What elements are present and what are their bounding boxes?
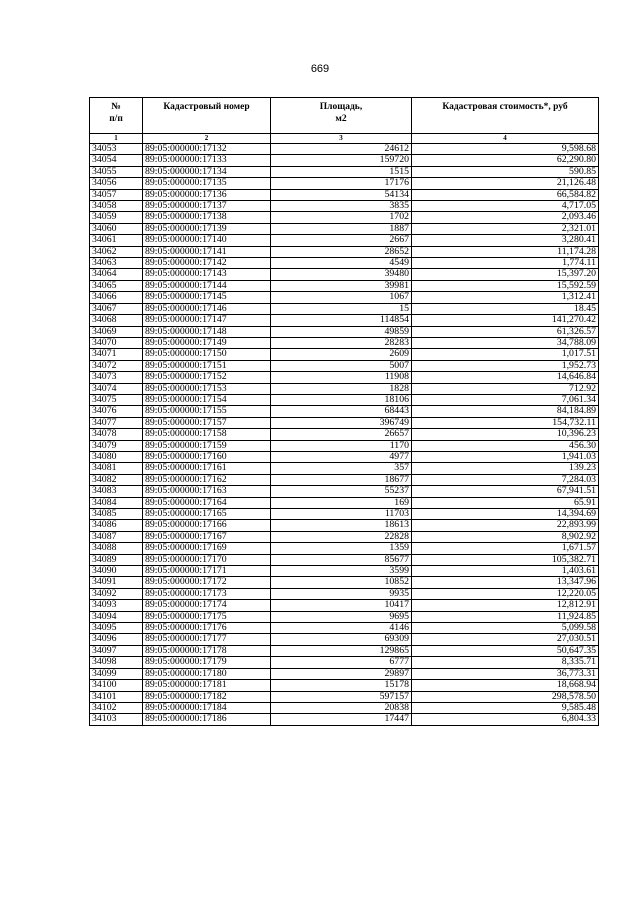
table-row	[90, 531, 599, 542]
area-cell: 597157	[271, 691, 412, 702]
row-number-cell: 34102	[90, 702, 143, 713]
table-row	[90, 657, 599, 668]
cadastral-number-cell: 89:05:000000:17135	[143, 178, 271, 189]
cadastral-value-cell: 11,924.85	[412, 611, 599, 622]
cadastral-number-cell: 89:05:000000:17138	[143, 212, 271, 223]
area-cell: 1170	[271, 440, 412, 451]
cadastral-value-cell: 34,788.09	[412, 337, 599, 348]
table-row	[90, 611, 599, 622]
area-cell: 129865	[271, 645, 412, 656]
row-number-cell: 34088	[90, 543, 143, 554]
area-cell: 28283	[271, 337, 412, 348]
cadastral-value-cell: 7,061.34	[412, 394, 599, 405]
row-number-cell: 34087	[90, 531, 143, 542]
cadastral-value-cell: 9,598.68	[412, 144, 599, 155]
cadastral-value-cell: 12,220.05	[412, 588, 599, 599]
cadastral-number-cell: 89:05:000000:17142	[143, 258, 271, 269]
cadastral-number-cell: 89:05:000000:17133	[143, 155, 271, 166]
cadastral-value-cell: 1,312.41	[412, 292, 599, 303]
table-row	[90, 269, 599, 280]
area-cell: 26657	[271, 429, 412, 440]
table-row	[90, 566, 599, 577]
cadastral-number-cell: 89:05:000000:17173	[143, 588, 271, 599]
cadastral-value-cell: 27,030.51	[412, 634, 599, 645]
cadastral-value-cell: 65.91	[412, 497, 599, 508]
cadastral-value-cell: 11,174.28	[412, 246, 599, 257]
area-cell: 15178	[271, 680, 412, 691]
area-cell: 1067	[271, 292, 412, 303]
row-number-cell: 34086	[90, 520, 143, 531]
table-row	[90, 394, 599, 405]
area-cell: 169	[271, 497, 412, 508]
area-cell: 10852	[271, 577, 412, 588]
table-row	[90, 223, 599, 234]
area-cell: 24612	[271, 144, 412, 155]
cadastral-number-cell: 89:05:000000:17186	[143, 714, 271, 725]
row-number-cell: 34064	[90, 269, 143, 280]
row-number-cell: 34072	[90, 360, 143, 371]
table-row	[90, 509, 599, 520]
row-number-cell: 34096	[90, 634, 143, 645]
row-number-cell: 34093	[90, 600, 143, 611]
table-row	[90, 235, 599, 246]
cadastral-number-cell: 89:05:000000:17153	[143, 383, 271, 394]
cadastral-number-cell: 89:05:000000:17152	[143, 372, 271, 383]
cadastral-value-cell: 3,280.41	[412, 235, 599, 246]
cadastral-value-cell: 6,804.33	[412, 714, 599, 725]
cadastral-value-cell: 590.85	[412, 166, 599, 177]
cadastral-number-cell: 89:05:000000:17158	[143, 429, 271, 440]
cadastral-value-cell: 1,017.51	[412, 349, 599, 360]
table-row	[90, 486, 599, 497]
area-cell: 28652	[271, 246, 412, 257]
cadastral-value-cell: 7,284.03	[412, 474, 599, 485]
row-number-cell: 34103	[90, 714, 143, 725]
header-row-number: № п/п	[90, 98, 143, 134]
area-cell: 5007	[271, 360, 412, 371]
column-number: 4	[412, 134, 599, 144]
row-number-cell: 34055	[90, 166, 143, 177]
cadastral-number-cell: 89:05:000000:17155	[143, 406, 271, 417]
area-cell: 15	[271, 303, 412, 314]
row-number-cell: 34070	[90, 337, 143, 348]
cadastral-value-cell: 18.45	[412, 303, 599, 314]
cadastral-number-cell: 89:05:000000:17180	[143, 668, 271, 679]
table-row	[90, 645, 599, 656]
cadastral-value-cell: 105,382.71	[412, 554, 599, 565]
cadastral-value-cell: 61,326.57	[412, 326, 599, 337]
table-row	[90, 474, 599, 485]
cadastral-value-cell: 18,668.94	[412, 680, 599, 691]
table-row	[90, 246, 599, 257]
cadastral-value-cell: 2,093.46	[412, 212, 599, 223]
table-row	[90, 714, 599, 725]
area-cell: 18106	[271, 394, 412, 405]
cadastral-number-cell: 89:05:000000:17177	[143, 634, 271, 645]
row-number-cell: 34066	[90, 292, 143, 303]
area-cell: 10417	[271, 600, 412, 611]
cadastral-number-cell: 89:05:000000:17178	[143, 645, 271, 656]
table-row	[90, 280, 599, 291]
table-row	[90, 600, 599, 611]
area-cell: 39981	[271, 280, 412, 291]
row-number-cell: 34061	[90, 235, 143, 246]
cadastral-number-cell: 89:05:000000:17174	[143, 600, 271, 611]
cadastral-number-cell: 89:05:000000:17144	[143, 280, 271, 291]
table-row	[90, 543, 599, 554]
cadastral-value-cell: 5,099.58	[412, 623, 599, 634]
table-row	[90, 634, 599, 645]
area-cell: 3599	[271, 566, 412, 577]
cadastral-number-cell: 89:05:000000:17141	[143, 246, 271, 257]
cadastral-number-cell: 89:05:000000:17157	[143, 417, 271, 428]
table-row	[90, 360, 599, 371]
cadastral-value-cell: 298,578.50	[412, 691, 599, 702]
cadastral-value-cell: 2,321.01	[412, 223, 599, 234]
cadastral-number-cell: 89:05:000000:17170	[143, 554, 271, 565]
area-cell: 11703	[271, 509, 412, 520]
column-number: 2	[143, 134, 271, 144]
area-cell: 18613	[271, 520, 412, 531]
area-cell: 49859	[271, 326, 412, 337]
cadastral-number-cell: 89:05:000000:17166	[143, 520, 271, 531]
row-number-cell: 34091	[90, 577, 143, 588]
row-number-cell: 34092	[90, 588, 143, 599]
area-cell: 85677	[271, 554, 412, 565]
cadastral-value-cell: 1,671.57	[412, 543, 599, 554]
area-cell: 1887	[271, 223, 412, 234]
cadastral-value-cell: 13,347.96	[412, 577, 599, 588]
table-row	[90, 520, 599, 531]
table-row	[90, 417, 599, 428]
row-number-cell: 34077	[90, 417, 143, 428]
cadastral-value-cell: 9,585.48	[412, 702, 599, 713]
area-cell: 17176	[271, 178, 412, 189]
cadastral-value-cell: 66,584.82	[412, 189, 599, 200]
cadastral-number-cell: 89:05:000000:17161	[143, 463, 271, 474]
row-number-cell: 34097	[90, 645, 143, 656]
area-cell: 54134	[271, 189, 412, 200]
table-row	[90, 680, 599, 691]
cadastral-value-cell: 10,396.23	[412, 429, 599, 440]
row-number-cell: 34082	[90, 474, 143, 485]
header-area: Площадь, м2	[271, 98, 412, 134]
row-number-cell: 34084	[90, 497, 143, 508]
cadastral-number-cell: 89:05:000000:17149	[143, 337, 271, 348]
table-row	[90, 463, 599, 474]
cadastral-number-cell: 89:05:000000:17154	[143, 394, 271, 405]
cadastral-value-cell: 1,941.03	[412, 451, 599, 462]
row-number-cell: 34098	[90, 657, 143, 668]
area-cell: 159720	[271, 155, 412, 166]
table-row	[90, 178, 599, 189]
row-number-cell: 34074	[90, 383, 143, 394]
cadastral-number-cell: 89:05:000000:17172	[143, 577, 271, 588]
row-number-cell: 34056	[90, 178, 143, 189]
table-row	[90, 372, 599, 383]
area-cell: 396749	[271, 417, 412, 428]
cadastral-value-cell: 456.30	[412, 440, 599, 451]
table-row	[90, 702, 599, 713]
cadastral-value-cell: 14,394.69	[412, 509, 599, 520]
cadastral-number-cell: 89:05:000000:17176	[143, 623, 271, 634]
row-number-cell: 34090	[90, 566, 143, 577]
table-row	[90, 668, 599, 679]
table-row	[90, 155, 599, 166]
area-cell: 1515	[271, 166, 412, 177]
area-cell: 6777	[271, 657, 412, 668]
table-row	[90, 451, 599, 462]
row-number-cell: 34054	[90, 155, 143, 166]
area-cell: 18677	[271, 474, 412, 485]
area-cell: 9935	[271, 588, 412, 599]
row-number-cell: 34076	[90, 406, 143, 417]
area-cell: 1702	[271, 212, 412, 223]
row-number-cell: 34062	[90, 246, 143, 257]
cadastral-number-cell: 89:05:000000:17137	[143, 201, 271, 212]
cadastral-number-cell: 89:05:000000:17169	[143, 543, 271, 554]
cadastral-number-cell: 89:05:000000:17184	[143, 702, 271, 713]
cadastral-number-cell: 89:05:000000:17181	[143, 680, 271, 691]
cadastral-value-cell: 154,732.11	[412, 417, 599, 428]
cadastral-value-cell: 22,893.99	[412, 520, 599, 531]
area-cell: 17447	[271, 714, 412, 725]
row-number-cell: 34078	[90, 429, 143, 440]
cadastral-value-cell: 12,812.91	[412, 600, 599, 611]
cadastral-number-cell: 89:05:000000:17132	[143, 144, 271, 155]
row-number-cell: 34099	[90, 668, 143, 679]
cadastral-number-cell: 89:05:000000:17171	[143, 566, 271, 577]
cadastral-value-cell: 1,774.11	[412, 258, 599, 269]
area-cell: 4549	[271, 258, 412, 269]
table-row	[90, 303, 599, 314]
row-number-cell: 34057	[90, 189, 143, 200]
table-row	[90, 326, 599, 337]
table-row	[90, 201, 599, 212]
area-cell: 9695	[271, 611, 412, 622]
row-number-cell: 34067	[90, 303, 143, 314]
area-cell: 1828	[271, 383, 412, 394]
cadastral-number-cell: 89:05:000000:17143	[143, 269, 271, 280]
column-number: 3	[271, 134, 412, 144]
cadastral-value-cell: 14,646.84	[412, 372, 599, 383]
cadastral-number-cell: 89:05:000000:17179	[143, 657, 271, 668]
cadastral-value-cell: 36,773.31	[412, 668, 599, 679]
cadastral-value-cell: 141,270.42	[412, 315, 599, 326]
table-row	[90, 497, 599, 508]
header-cadastral-value: Кадастровая стоимость*, руб	[412, 98, 599, 134]
cadastral-number-cell: 89:05:000000:17146	[143, 303, 271, 314]
cadastral-number-cell: 89:05:000000:17160	[143, 451, 271, 462]
column-number-row	[90, 134, 599, 144]
table-row	[90, 383, 599, 394]
area-cell: 357	[271, 463, 412, 474]
table-header-row	[90, 98, 599, 134]
cadastral-number-cell: 89:05:000000:17150	[143, 349, 271, 360]
cadastral-table	[89, 97, 599, 726]
row-number-cell: 34100	[90, 680, 143, 691]
cadastral-value-cell: 15,592.59	[412, 280, 599, 291]
cadastral-value-cell: 21,126.48	[412, 178, 599, 189]
area-cell: 1359	[271, 543, 412, 554]
area-cell: 69309	[271, 634, 412, 645]
cadastral-number-cell: 89:05:000000:17175	[143, 611, 271, 622]
cadastral-number-cell: 89:05:000000:17164	[143, 497, 271, 508]
row-number-cell: 34073	[90, 372, 143, 383]
table-row	[90, 691, 599, 702]
cadastral-number-cell: 89:05:000000:17136	[143, 189, 271, 200]
cadastral-value-cell: 84,184.89	[412, 406, 599, 417]
cadastral-value-cell: 1,952.73	[412, 360, 599, 371]
table-row	[90, 623, 599, 634]
cadastral-number-cell: 89:05:000000:17139	[143, 223, 271, 234]
table-body	[90, 144, 599, 726]
cadastral-value-cell: 50,647.35	[412, 645, 599, 656]
area-cell: 55237	[271, 486, 412, 497]
cadastral-value-cell: 8,335.71	[412, 657, 599, 668]
row-number-cell: 34069	[90, 326, 143, 337]
row-number-cell: 34065	[90, 280, 143, 291]
area-cell: 2609	[271, 349, 412, 360]
table-row	[90, 577, 599, 588]
header-cadastral-number: Кадастровый номер	[143, 98, 271, 134]
table-row	[90, 292, 599, 303]
row-number-cell: 34079	[90, 440, 143, 451]
row-number-cell: 34081	[90, 463, 143, 474]
table-row	[90, 337, 599, 348]
page-number: 669	[310, 63, 330, 75]
area-cell: 20838	[271, 702, 412, 713]
table-row	[90, 212, 599, 223]
row-number-cell: 34094	[90, 611, 143, 622]
column-number: 1	[90, 134, 143, 144]
area-cell: 39480	[271, 269, 412, 280]
cadastral-value-cell: 712.92	[412, 383, 599, 394]
area-cell: 11908	[271, 372, 412, 383]
row-number-cell: 34068	[90, 315, 143, 326]
table-row	[90, 315, 599, 326]
row-number-cell: 34058	[90, 201, 143, 212]
cadastral-number-cell: 89:05:000000:17182	[143, 691, 271, 702]
row-number-cell: 34071	[90, 349, 143, 360]
row-number-cell: 34089	[90, 554, 143, 565]
area-cell: 22828	[271, 531, 412, 542]
cadastral-number-cell: 89:05:000000:17140	[143, 235, 271, 246]
table-row	[90, 588, 599, 599]
cadastral-number-cell: 89:05:000000:17147	[143, 315, 271, 326]
cadastral-value-cell: 1,403.61	[412, 566, 599, 577]
cadastral-number-cell: 89:05:000000:17148	[143, 326, 271, 337]
table-row	[90, 429, 599, 440]
table-row	[90, 258, 599, 269]
cadastral-value-cell: 139.23	[412, 463, 599, 474]
row-number-cell: 34095	[90, 623, 143, 634]
cadastral-value-cell: 62,290.80	[412, 155, 599, 166]
table-row	[90, 166, 599, 177]
cadastral-number-cell: 89:05:000000:17159	[143, 440, 271, 451]
row-number-cell: 34063	[90, 258, 143, 269]
cadastral-value-cell: 67,941.51	[412, 486, 599, 497]
cadastral-value-cell: 4,717.05	[412, 201, 599, 212]
table-row	[90, 406, 599, 417]
area-cell: 3835	[271, 201, 412, 212]
area-cell: 4146	[271, 623, 412, 634]
area-cell: 68443	[271, 406, 412, 417]
cadastral-number-cell: 89:05:000000:17167	[143, 531, 271, 542]
row-number-cell: 34085	[90, 509, 143, 520]
row-number-cell: 34080	[90, 451, 143, 462]
row-number-cell: 34059	[90, 212, 143, 223]
cadastral-number-cell: 89:05:000000:17151	[143, 360, 271, 371]
row-number-cell: 34060	[90, 223, 143, 234]
cadastral-number-cell: 89:05:000000:17165	[143, 509, 271, 520]
area-cell: 29897	[271, 668, 412, 679]
cadastral-number-cell: 89:05:000000:17163	[143, 486, 271, 497]
table-row	[90, 144, 599, 155]
cadastral-number-cell: 89:05:000000:17145	[143, 292, 271, 303]
cadastral-value-cell: 8,902.92	[412, 531, 599, 542]
cadastral-number-cell: 89:05:000000:17134	[143, 166, 271, 177]
table-row	[90, 189, 599, 200]
cadastral-number-cell: 89:05:000000:17162	[143, 474, 271, 485]
table-row	[90, 554, 599, 565]
table-row	[90, 349, 599, 360]
row-number-cell: 34053	[90, 144, 143, 155]
area-cell: 114854	[271, 315, 412, 326]
area-cell: 2667	[271, 235, 412, 246]
cadastral-value-cell: 15,397.20	[412, 269, 599, 280]
row-number-cell: 34075	[90, 394, 143, 405]
row-number-cell: 34083	[90, 486, 143, 497]
table-row	[90, 440, 599, 451]
row-number-cell: 34101	[90, 691, 143, 702]
area-cell: 4977	[271, 451, 412, 462]
